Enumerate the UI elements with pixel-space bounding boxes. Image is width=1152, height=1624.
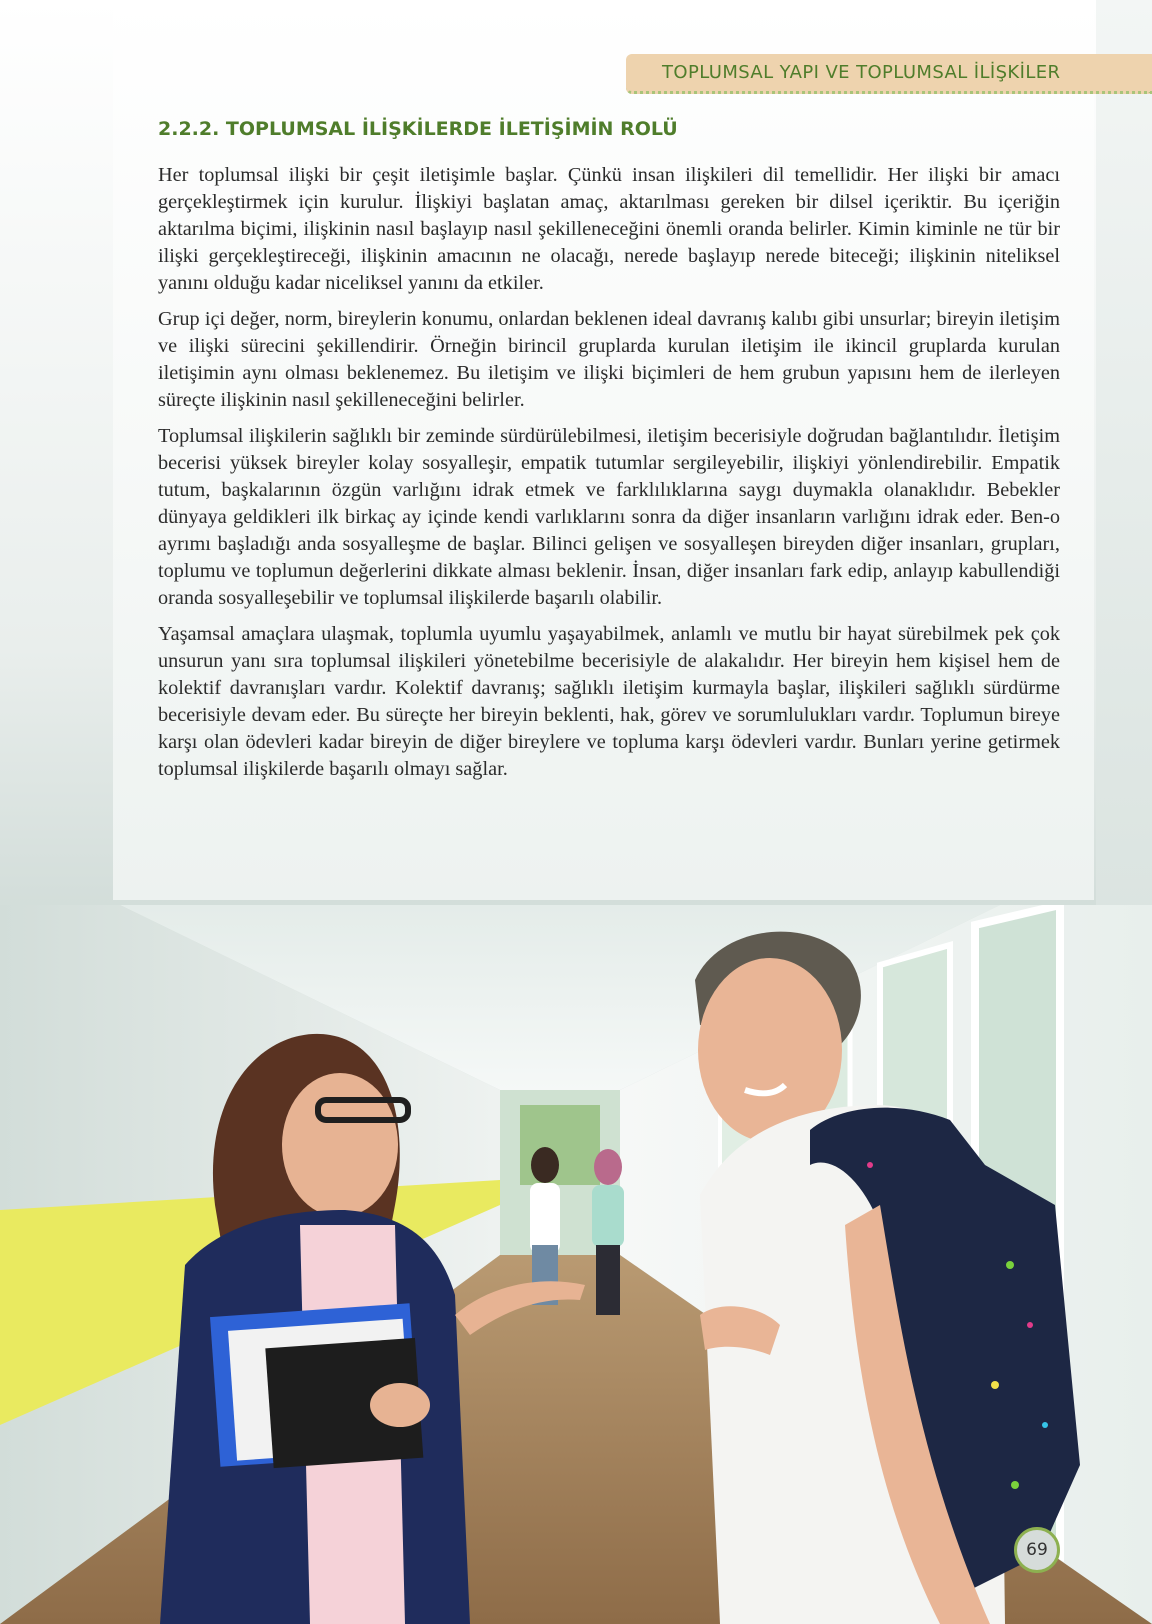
paragraph-4: Yaşamsal amaçlara ulaşmak, toplumla uyumlu yaşayabilmek, anlamlı ve mutlu bir hayat sürebilmek pek çok unsurun yanı sıra toplumsal ilişkileri yönetebilme becerisiyle de alakalıdır. Her bireyin hem kişisel hem de kolektif davranışları vardır. Kolektif davranış; sağlıklı iletişim kurmayla başlar, ilişkileri sağlıklı sürdürme becerisiyle devam eder. Bu süreçte her bireyin beklenti, hak, görev ve sorumlulukları vardır. Toplumun bireye karşı olan ödevleri kadar bireyin de diğer bireylere ve topluma karşı ödevleri vardır. Bunları yerine getirmek toplumsal ilişkilerde başarılı olmayı sağlar. (158, 623, 1060, 780)
section-title: 2.2.2. TOPLUMSAL İLİŞKİLERDE İLETİŞİMİN ROLÜ (158, 118, 678, 140)
chapter-header-title: TOPLUMSAL YAPI VE TOPLUMSAL İLİŞKİLER (662, 62, 1061, 83)
page-number: 69 (1014, 1527, 1060, 1573)
paragraph-1: Her toplumsal ilişki bir çeşit iletişimle başlar. Çünkü insan ilişkileri dil temellidir. Her ilişki bir amacı gerçekleştirmek için kurulur. İlişkiyi başlatan amaç, aktarılması gereken bir dilsel içeriktir. Bu içeriğin aktarılma biçimi, ilişkinin nasıl başlayıp nasıl şekilleneceğini önemli oranda belirler. Kimin kiminle ne tür bir ilişki gerçekleştireceği, ilişkinin amacının ne olacağı, nerede başlayıp nerede biteceği; ilişkinin niteliksel yanını olduğu kadar niceliksel yanını da etkiler. (158, 164, 1060, 294)
chapter-header (626, 54, 1152, 94)
corridor-photo (0, 905, 1152, 1624)
paragraph-3: Toplumsal ilişkilerin sağlıklı bir zeminde sürdürülebilmesi, iletişim becerisiyle doğrudan bağlantılıdır. İletişim becerisi yüksek bireyler kolay sosyalleşir, empatik tutumlar sergileyebilir, ilişkiyi yönlendirebilir. Empatik tutum, başkalarının özgün varlığını idrak etmek ve farklılıklarına saygı duymakla olanaklıdır. Bebekler dünyaya geldikleri ilk birkaç ay içinde kendi varlıklarını sonra da diğer insanların varlığını idrak eder. Ben-o ayrımı başladığı anda sosyalleşme de başlar. Bilinci gelişen ve sosyalleşen bireyden diğer insanları, grupları, toplumu ve toplumun değerlerini dikkate alması beklenir. İnsan, diğer insanları fark edip, anlayıp kabullendiği oranda sosyalleşebilir ve toplumsal ilişkilerde başarılı olabilir. (158, 425, 1060, 609)
body-text (158, 162, 1060, 792)
paragraph-2: Grup içi değer, norm, bireylerin konumu, onlardan beklenen ideal davranış kalıbı gibi unsurlar; bireyin iletişim ve ilişki sürecini şekillendirir. Örneğin birincil gruplarda kurulan iletişim ile ikincil gruplarda kurulan iletişimin aynı olması beklenemez. Bu iletişim ve ilişki biçimleri de hem grubun yapısını hem de ilerleyen süreçte ilişkinin nasıl şekilleneceğini belirler. (158, 308, 1060, 411)
